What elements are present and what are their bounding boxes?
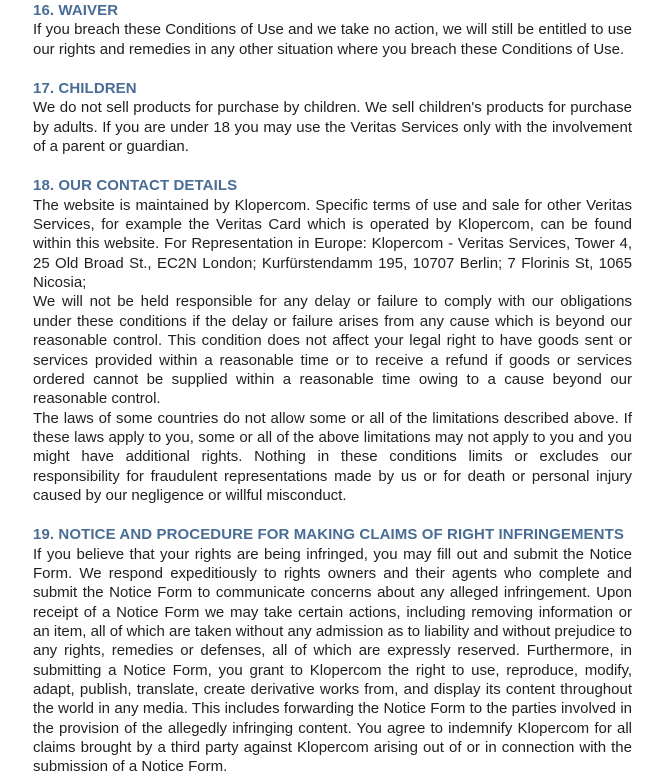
- section-heading-waiver: 16. WAIVER: [33, 2, 119, 19]
- section-waiver: [33, 1, 632, 59]
- paragraph: The laws of some countries do not allow some or all of the limitations described above. If these laws apply to you, some or all of the above limitations may not apply to you and you might have additional rights. Nothing in these conditions limits or excludes our responsibility for fraudulent representations made by us or for death or personal injury caused by our negligence or willful misconduct.: [33, 409, 632, 504]
- section-notice-procedure: [33, 525, 632, 776]
- paragraph: We will not be held responsible for any delay or failure to comply with our obligations under these conditions if the delay or failure arises from any cause which is beyond our reasonable control. This condition does not affect your legal right to have goods sent or services provided within a reasonable time or to receive a refund if goods or services ordered cannot be supplied within a reasonable time owing to a cause beyond our reasonable control.: [33, 293, 632, 408]
- paragraph: The website is maintained by Klopercom. Specific terms of use and sale for other Veritas Services, for example the Veritas Card which is operated by Klopercom, can be found within this website. For Representation in Europe: Klopercom - Veritas Services, Tower 4, 25 Old Broad St., EC2N London; Kurfürstendamm 195, 10707 Berlin; 7 Florinis St, 1065 Nicosia;: [33, 196, 632, 292]
- paragraph: If you breach these Conditions of Use and we take no action, we will still be entitled to use our rights and remedies in any other situation where you breach these Conditions of Use.: [33, 21, 632, 58]
- section-heading-notice-procedure: 19. NOTICE AND PROCEDURE FOR MAKING CLAIMS OF RIGHT INFRINGEMENTS: [33, 526, 624, 544]
- paragraph: We do not sell products for purchase by children. We sell children's products for purchase by adults. If you are under 18 you may use the Veritas Services only with the involvement of a parent or guardian.: [33, 99, 632, 156]
- section-contact-details: [33, 176, 632, 505]
- paragraph: If you believe that your rights are being infringed, you may fill out and submit the Notice Form. We respond expeditiously to rights owners and their agents who complete and submit the Notice Form to communicate concerns about any alleged infringement. Upon receipt of a Notice Form we may take certain actions, including removing information or an item, all of which are taken without any admission as to liability and without prejudice to any rights, remedies or defenses, all of which are expressly reserved. Furthermore, in submitting a Notice Form, you grant to Klopercom the right to use, reproduce, modify, adapt, publish, translate, create derivative works from, and display its content throughout the world in any media. This includes forwarding the Notice Form to the parties involved in the provision of the allegedly infringing content. You agree to indemnify Klopercom for all claims brought by a third party against Klopercom arising out of or in connection with the submission of a Notice Form.: [33, 545, 632, 776]
- section-children: [33, 79, 632, 156]
- section-heading-children: 17. CHILDREN: [33, 80, 137, 98]
- section-heading-contact-details: 18. OUR CONTACT DETAILS: [33, 177, 238, 195]
